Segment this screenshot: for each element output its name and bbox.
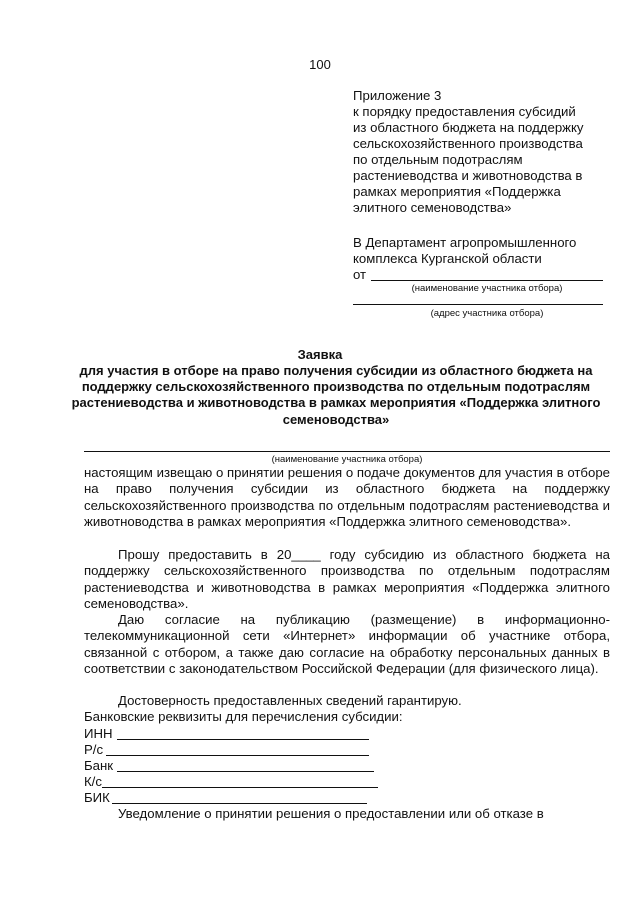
document-subtitle: для участия в отборе на право получения субсидии из областного бюджета на поддержку сельскохозяйственного производства по отдельным подотраслям растениеводства и животноводства в рамках мероприятия «Поддержка элитного семеноводства» <box>71 363 601 427</box>
address-row <box>353 294 623 308</box>
addressee-line: В Департамент агропромышленного <box>353 235 577 250</box>
rs-field[interactable] <box>106 755 369 756</box>
bank-row-bik <box>84 790 110 805</box>
address-caption: (адрес участника отбора) <box>430 308 544 319</box>
bank-row-ks <box>84 774 102 789</box>
participant-caption: (наименование участника отбора) <box>271 454 423 465</box>
inn-label: ИНН <box>84 726 113 741</box>
annex-title: Приложение 3 <box>353 88 442 103</box>
paragraph-notification: Уведомление о принятии решения о предоставлении или об отказе в <box>118 806 544 821</box>
rs-label: Р/с <box>84 742 104 757</box>
bank-label: Банк <box>84 758 114 773</box>
participant-address-field[interactable] <box>353 304 603 305</box>
bank-row-inn <box>84 726 113 741</box>
from-label: от <box>353 267 367 282</box>
ks-field[interactable] <box>102 787 378 788</box>
annex-line: сельскохозяйственного производства <box>353 136 583 151</box>
annex-line: растениеводства и животноводства в <box>353 168 583 183</box>
annex-block <box>353 88 623 216</box>
document-title: Заявка <box>297 347 343 362</box>
annex-line: рамках мероприятия «Поддержка <box>353 184 561 199</box>
participant-name-field[interactable] <box>371 280 603 281</box>
bik-label: БИК <box>84 790 110 805</box>
paragraph-bank-details: Банковские реквизиты для перечисления субсидии: <box>84 709 403 724</box>
bank-row-rs <box>84 742 103 757</box>
paragraph-notice: настоящим извещаю о принятии решения о подаче документов для участия в отборе на право получения субсидии из областного бюджета на поддержку сельскохозяйственного производства по отдельным подотраслям растениеводства и животноводства в рамках мероприятия «Поддержка элитного семеноводства». <box>84 465 610 529</box>
page-number: 100 <box>309 57 331 72</box>
addressee-block <box>353 235 623 319</box>
annex-line: к порядку предоставления субсидий <box>353 104 576 119</box>
addressee-line: комплекса Курганской области <box>353 251 542 266</box>
participant-name-line[interactable] <box>84 451 610 452</box>
paragraph-guarantee: Достоверность предоставленных сведений гарантирую. <box>118 693 462 708</box>
paragraph-consent: Даю согласие на публикацию (размещение) в информационно-телекоммуникационной сети «Интернет» информации об участнике отбора, связанной с отбором, а также даю согласие на обработку персональных данных в соответствии с законодательством Российской Федерации (для физического лица). <box>84 612 610 676</box>
annex-line: из областного бюджета на поддержку <box>353 120 584 135</box>
paragraph-request: Прошу предоставить в 20____ году субсидию из областного бюджета на поддержку сельскохозяйственного производства по отдельным подотраслям растениеводства и животноводства в рамках мероприятия «Поддержка элитного семеноводства». <box>84 547 610 611</box>
bik-field[interactable] <box>112 803 367 804</box>
inn-field[interactable] <box>117 739 369 740</box>
name-caption: (наименование участника отбора) <box>411 283 563 294</box>
ks-label: К/с <box>84 774 102 789</box>
annex-line: по отдельным подотраслям <box>353 152 523 167</box>
bank-field[interactable] <box>117 771 374 772</box>
annex-line: элитного семеноводства» <box>353 200 512 215</box>
bank-row-bank <box>84 758 113 773</box>
from-row <box>353 267 623 283</box>
